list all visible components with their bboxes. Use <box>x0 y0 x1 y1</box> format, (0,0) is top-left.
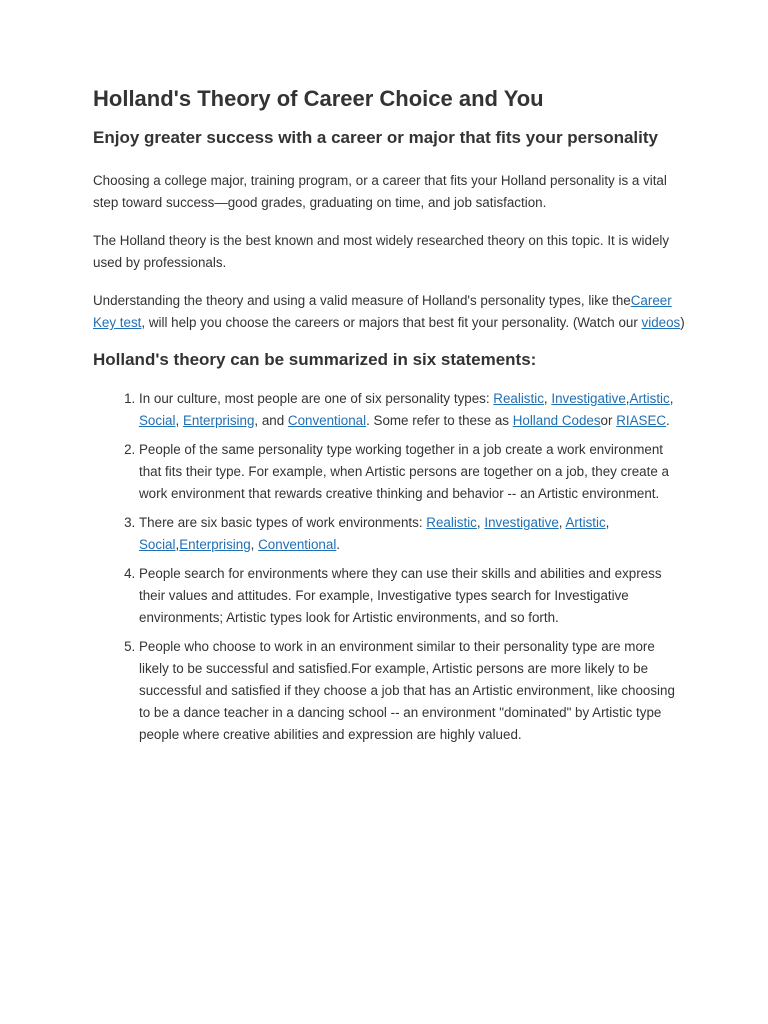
s3-sep-1: , <box>476 515 485 530</box>
s1-sep-2: , <box>625 391 630 406</box>
social-link[interactable]: Social <box>139 413 176 428</box>
statements-list <box>93 388 688 746</box>
artistic-env-link[interactable]: Artistic <box>565 515 606 530</box>
intro-paragraph-1: Choosing a college major, training program, or a career that fits your Holland personality is a vital step toward success—good grades, graduating on time, and job satisfaction. <box>93 173 667 210</box>
investigative-link[interactable]: Investigative <box>551 391 626 406</box>
page-subtitle: Enjoy greater success with a career or major that fits your personality <box>93 128 658 147</box>
videos-link[interactable]: videos <box>641 315 681 330</box>
s1-sep-4: , <box>175 413 183 428</box>
intro-paragraph-2: The Holland theory is the best known and most widely researched theory on this topic. It is widely used by professionals. <box>93 233 670 270</box>
s3-sep-2: , <box>558 515 566 530</box>
s1-text-start: In our culture, most people are one of six personality types: <box>139 391 494 406</box>
realistic-link[interactable]: Realistic <box>493 391 544 406</box>
list-item-2: 2. People of the same personality type working together in a job create a work environment that fits their type. For example, when Artistic persons are together on a job, they create a work environment that rewards creative thinking and behavior -- an Artistic environment. <box>139 439 688 505</box>
conventional-link[interactable]: Conventional <box>287 413 367 428</box>
investigative-env-link[interactable]: Investigative <box>484 515 559 530</box>
s1-text-end: . <box>666 413 670 428</box>
intro-3-text-start: Understanding the theory and using a valid measure of Holland's personality types, like the <box>93 293 631 308</box>
s3-sep-5: , <box>250 537 259 552</box>
list-item-4: 4. People search for environments where they can use their skills and abilities and express their values and attitudes. For example, Investigative types search for Investigative environments; Artistic types look for Artistic environments, and so forth. <box>139 563 688 629</box>
career-key-test-link[interactable]: Career Key test <box>93 293 672 330</box>
list-item-1 <box>139 388 688 432</box>
s1-sep-3: , <box>669 391 674 406</box>
s1-sep-5: , and <box>254 413 288 428</box>
intro-3-text-mid: , will help you choose the careers or majors that best fit your personality. (Watch our <box>141 315 642 330</box>
s1-sep-1: , <box>543 391 552 406</box>
s3-sep-4: , <box>175 537 180 552</box>
intro-paragraph-3 <box>93 290 688 334</box>
riasec-link[interactable]: RIASEC <box>616 413 667 428</box>
page-title: Holland's Theory of Career Choice and You <box>93 86 544 111</box>
s3-text-end: . <box>336 537 341 552</box>
artistic-link[interactable]: Artistic <box>629 391 670 406</box>
list-item-5: 5. People who choose to work in an environment similar to their personality type are more likely to be successful and satisfied.For example, Artistic persons are more likely to be successful and satisfied if they choose a job that has an Artistic environment, like choosing to be a dance teacher in a dancing school -- an environment "dominated" by Artistic type people where creative abilities and expression are highly valued. <box>139 636 688 746</box>
enterprising-link[interactable]: Enterprising <box>182 413 255 428</box>
section-heading: Holland's theory can be summarized in six statements: <box>93 350 537 369</box>
holland-codes-link[interactable]: Holland Codes <box>512 413 601 428</box>
s1-text-or: or <box>600 413 617 428</box>
intro-3-text-end: ) <box>680 315 685 330</box>
enterprising-env-link[interactable]: Enterprising <box>179 537 251 552</box>
list-item-3 <box>139 512 688 556</box>
s3-text-start: There are six basic types of work environments: <box>139 515 427 530</box>
s3-sep-3: , <box>605 515 610 530</box>
conventional-env-link[interactable]: Conventional <box>258 537 337 552</box>
realistic-env-link[interactable]: Realistic <box>426 515 477 530</box>
social-env-link[interactable]: Social <box>139 537 176 552</box>
s1-text-mid: . Some refer to these as <box>366 413 513 428</box>
